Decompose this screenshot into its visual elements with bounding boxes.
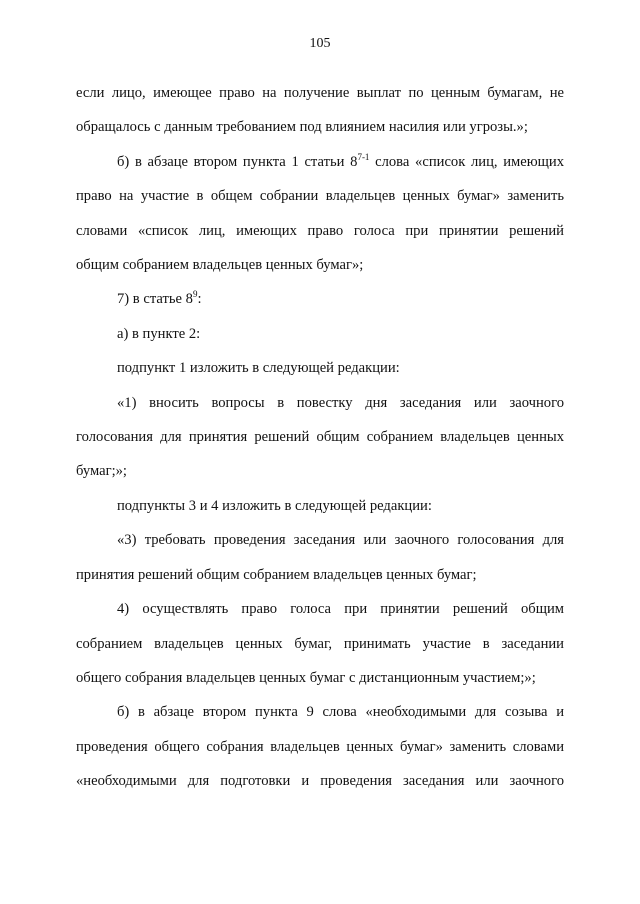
text-line: голосования для принятия решений общим собранием владельцев ценных (76, 429, 564, 446)
text-line: если лицо, имеющее право на получение выплат по ценным бумагам, не (76, 85, 564, 101)
text-line: «необходимыми для подготовки и проведения заседания или заочного (76, 773, 564, 790)
document-body (76, 76, 564, 799)
text-line: б) в абзаце втором пункта 9 слова «необходимыми для созыва и (117, 704, 564, 721)
text-fragment: слова «список лиц, имеющих (369, 153, 565, 170)
paragraph-subpoint-3-text (76, 523, 564, 592)
paragraph-continuation (76, 76, 564, 145)
superscript: 9 (192, 289, 198, 300)
paragraph-subpoints-3-4-intro: подпункты 3 и 4 изложить в следующей редакции: (117, 497, 432, 514)
text-line: принятия решений общим собранием владельцев ценных бумаг; (76, 566, 477, 583)
paragraph-amendment-b-point-9 (76, 695, 564, 798)
text-line (76, 145, 564, 179)
text-line: общего собрания владельцев ценных бумаг с дистанционным участием;»; (76, 669, 536, 686)
text-line: право на участие в общем собрании владельцев ценных бумаг» заменить (76, 188, 564, 205)
superscript: 7-1 (357, 151, 370, 162)
text-line: собранием владельцев ценных бумаг, принимать участие в заседании (76, 635, 564, 652)
paragraph-amendment-b-8-7-1 (76, 145, 564, 283)
text-line: бумаг;»; (76, 463, 127, 480)
paragraph-subpoint-4-text (76, 592, 564, 695)
text-fragment: 7) в статье 8 (117, 291, 193, 308)
page-number: 105 (309, 36, 331, 51)
text-line: обращалось с данным требованием под влиянием насилия или угрозы.»; (76, 119, 528, 136)
text-line: словами «список лиц, имеющих право голоса при принятии решений (76, 222, 564, 239)
paragraph-point-2: а) в пункте 2: (117, 325, 201, 342)
text-line: «1) вносить вопросы в повестку дня заседания или заочного (117, 394, 564, 411)
paragraph-article-8-9 (76, 282, 564, 316)
text-fragment: б) в абзаце втором пункта 1 статьи 8 (117, 153, 358, 170)
paragraph-subpoint-1-intro: подпункт 1 изложить в следующей редакции: (117, 360, 400, 377)
paragraph-subpoint-1-text (76, 386, 564, 489)
text-line: проведения общего собрания владельцев ценных бумаг» заменить словами (76, 738, 564, 755)
text-fragment: : (197, 291, 202, 308)
text-line: общим собранием владельцев ценных бумаг»; (76, 257, 364, 274)
text-line: «3) требовать проведения заседания или заочного голосования для (117, 532, 564, 549)
text-line: 4) осуществлять право голоса при принятии решений общим (117, 601, 564, 618)
